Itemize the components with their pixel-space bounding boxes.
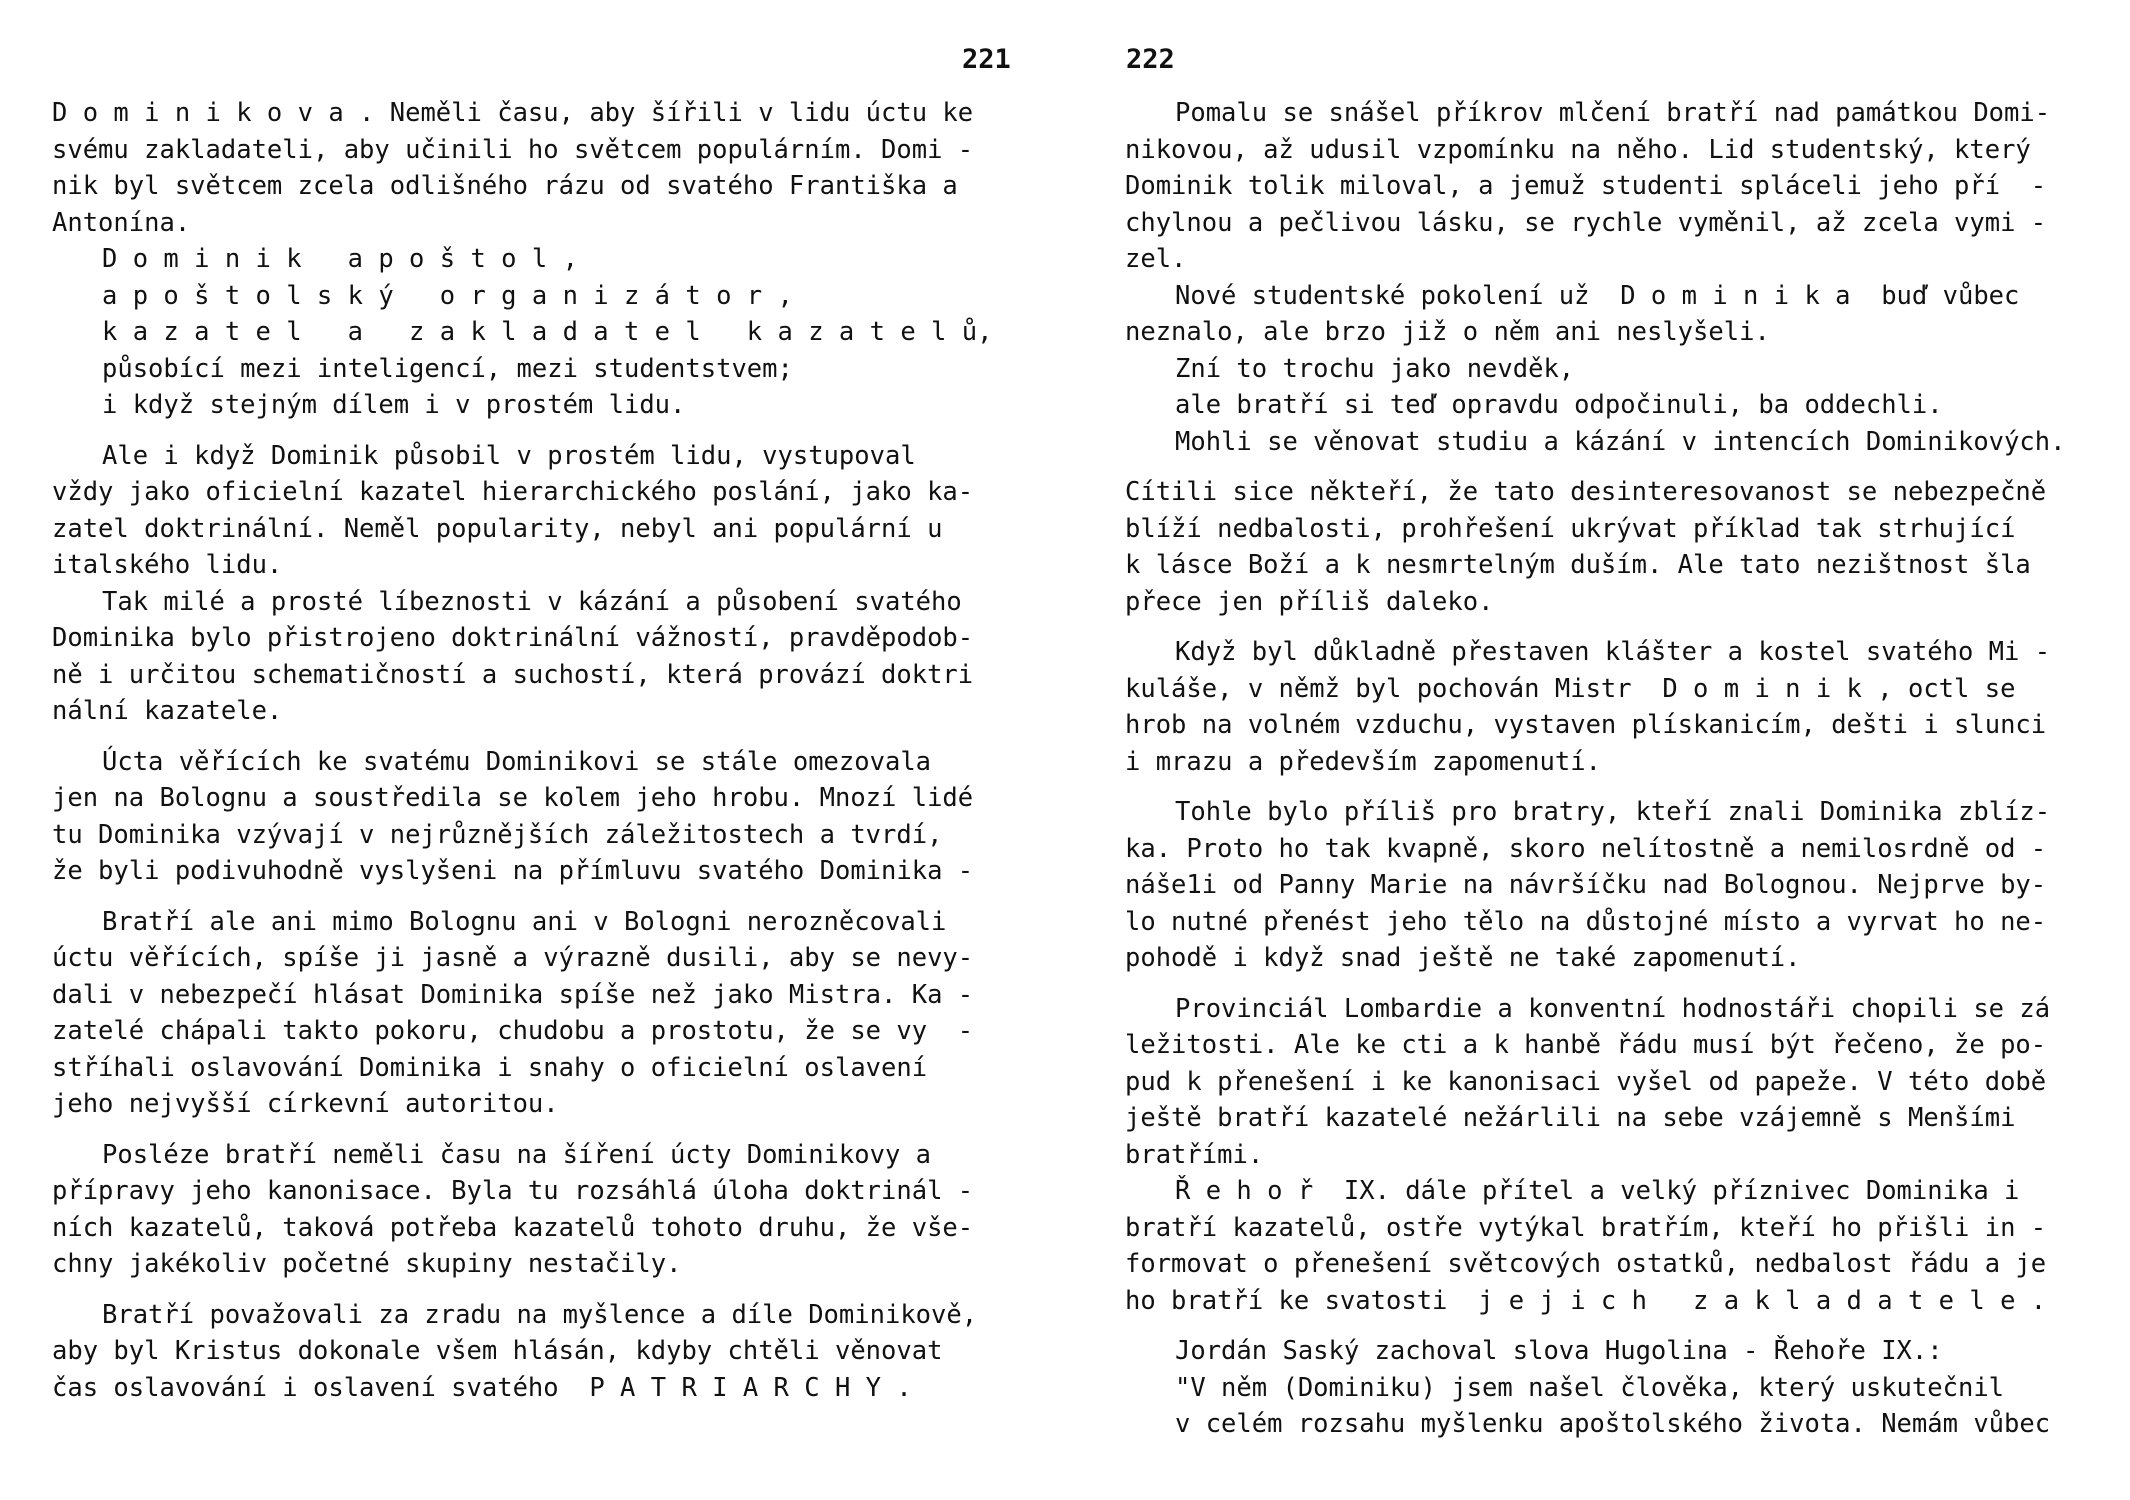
text-line: kuláše, v němž byl pochován Mistr D o m i n i k , octl se	[1125, 673, 2016, 704]
text-line: D o m i n i k o v a . Neměli času, aby šířili v lidu úctu ke	[52, 98, 974, 128]
text-line: hrob na volném vzduchu, vystaven plískanicím, dešti i slunci	[1125, 710, 2047, 740]
text-line: přípravy jeho kanonisace. Byla tu rozsáhlá úloha doktrinál -	[52, 1176, 974, 1206]
text-line: Ř e h o ř IX. dále přítel a velký příznivec Dominika i	[1175, 1176, 2020, 1206]
text-line: tu Dominika vzývají v nejrůznějších záležitostech a tvrdí,	[52, 819, 943, 850]
paragraph-gap	[52, 890, 1042, 904]
text-line: Zní to trochu jako nevděk,	[1175, 353, 1575, 384]
text-line: Dominika bylo přistrojeno doktrinální vážností, pravděpodob-	[52, 623, 974, 653]
text-line: nik byl světcem zcela odlišného rázu od svatého Františka a	[52, 171, 958, 201]
text-line: ještě bratří kazatelé nežárlili na sebe vzájemně s Menšími	[1125, 1103, 2016, 1133]
text-line: Provinciál Lombardie a konventní hodnostáři chopili se zá	[1175, 993, 2051, 1024]
text-line: neznalo, ale brzo již o něm ani neslyšeli.	[1125, 317, 1770, 347]
text-line: chylnou a pečlivou lásku, se rychle vyměnil, až zcela vymi -	[1125, 207, 2047, 238]
text-line: Když byl důkladně přestaven klášter a kostel svatého Mi -	[1175, 637, 2051, 667]
text-line: nikovou, až udusil vzpomínku na něho. Lid studentský, který	[1125, 134, 2031, 165]
text-line: působící mezi inteligencí, mezi studentstvem;	[102, 353, 793, 384]
text-line: Pomalu se snášel příkrov mlčení bratří nad památkou Domi-	[1175, 98, 2051, 128]
text-line: jen na Bolognu a soustředila se kolem jeho hrobu. Mnozí lidé	[52, 783, 974, 813]
right-page	[1065, 0, 2130, 1500]
paragraph-gap	[1125, 620, 2115, 634]
text-line: blíží nedbalosti, prohřešení ukrývat příklad tak strhující	[1125, 513, 2016, 544]
text-line: bratří kazatelů, ostře vytýkal bratřím, kteří ho přišli in -	[1125, 1212, 2047, 1243]
text-line: svému zakladateli, aby učinili ho světcem populárním. Domi -	[52, 134, 974, 165]
text-line: ležitosti. Ale ke cti a k hanbě řádu musí být řečeno, že po-	[1125, 1030, 2047, 1060]
text-line: čas oslavování i oslavení svatého P A T R I A R C H Y .	[52, 1372, 912, 1403]
text-line: pud k přenešení i ke kanonisaci vyšel od papeže. V této době	[1125, 1066, 2047, 1097]
text-line: ho bratří ke svatosti j e j i c h z a k l a d a t e l e .	[1125, 1285, 2047, 1316]
text-line: vždy jako oficielní kazatel hierarchického poslání, jako ka-	[52, 477, 974, 507]
paragraph-gap	[52, 1283, 1042, 1297]
paragraph-gap	[1125, 1319, 2115, 1333]
text-line: zatelé chápali takto pokoru, chudobu a prostotu, že se vy -	[52, 1016, 974, 1046]
text-line: Tohle bylo příliš pro bratry, kteří znali Dominika zblíz-	[1175, 797, 2051, 827]
left-page-text	[52, 95, 1042, 1406]
text-line: k lásce Boží a k nesmrtelným duším. Ale tato nezištnost šla	[1125, 550, 2031, 580]
text-line: D o m i n i k a p o š t o l ,	[102, 244, 578, 274]
text-line: zatel doktrinální. Neměl popularity, nebyl ani populární u	[52, 513, 943, 544]
paragraph-gap	[1125, 460, 2115, 474]
text-line: a p o š t o l s k ý o r g a n i z á t o r ,	[102, 280, 793, 311]
text-line: náše1i od Panny Marie na návršíčku nad Bolognou. Nejprve by-	[1125, 870, 2047, 900]
text-line: k a z a t e l a z a k l a d a t e l k a z a t e l ů,	[102, 317, 993, 347]
text-line: ka. Proto ho tak kvapně, skoro nelítostně a nemilosrdně od -	[1125, 833, 2047, 864]
right-page-text	[1125, 95, 2115, 1443]
paragraph-gap	[52, 730, 1042, 744]
text-line: ale bratří si teď opravdu odpočinuli, ba oddechli.	[1175, 390, 1943, 420]
text-line: Úcta věřících ke svatému Dominikovi se stále omezovala	[102, 746, 932, 777]
text-line: "V něm (Dominiku) jsem našel člověka, který uskutečnil	[1175, 1372, 2005, 1403]
text-line: Nové studentské pokolení už D o m i n i k a buď vůbec	[1175, 280, 2020, 311]
text-line: Cítili sice někteří, že tato desinteresovanost se nebezpečně	[1125, 477, 2047, 507]
text-line: chny jakékoliv početné skupiny nestačily.	[52, 1249, 682, 1279]
text-line: bratřími.	[1125, 1139, 1264, 1170]
text-line: Mohli se věnovat studiu a kázání v intencích Dominikových.	[1175, 426, 2066, 457]
text-line: Tak milé a prosté líbeznosti v kázání a působení svatého	[102, 586, 962, 617]
text-line: ních kazatelů, taková potřeba kazatelů tohoto druhu, že vše-	[52, 1212, 974, 1243]
paragraph-gap	[52, 424, 1042, 438]
text-line: i mrazu a především zapomenutí.	[1125, 746, 1601, 777]
text-line: Ale i když Dominik působil v prostém lidu, vystupoval	[102, 440, 916, 471]
text-line: Jordán Saský zachoval slova Hugolina - Řehoře IX.:	[1175, 1336, 1943, 1366]
text-line: italského lidu.	[52, 550, 283, 580]
page-number-left: 221	[962, 44, 1011, 75]
text-line: formovat o přenešení světcových ostatků, nedbalost řádu a je	[1125, 1249, 2047, 1279]
text-line: přece jen příliš daleko.	[1125, 586, 1494, 617]
text-line: v celém rozsahu myšlenku apoštolského života. Nemám vůbec	[1175, 1409, 2051, 1439]
text-line: i když stejným dílem i v prostém lidu.	[102, 390, 686, 420]
text-line: aby byl Kristus dokonale všem hlásán, kdyby chtěli věnovat	[52, 1336, 943, 1366]
text-line: Dominik tolik miloval, a jemuž studenti spláceli jeho pří -	[1125, 171, 2047, 201]
text-line: lo nutné přenést jeho tělo na důstojné místo a vyrvat ho ne-	[1125, 906, 2047, 937]
text-line: Bratří považovali za zradu na myšlence a díle Dominikově,	[102, 1299, 978, 1330]
text-line: dali v nebezpečí hlásat Dominika spíše než jako Mistra. Ka -	[52, 979, 974, 1010]
text-line: ně i určitou schematičností a suchostí, která provází doktri	[52, 659, 974, 690]
text-line: stříhali oslavování Dominika i snahy o oficielní oslavení	[52, 1052, 928, 1083]
page-number-right: 222	[1126, 44, 1175, 75]
text-line: nální kazatele.	[52, 696, 283, 726]
text-line: jeho nejvyšší církevní autoritou.	[52, 1089, 559, 1119]
paragraph-gap	[1125, 780, 2115, 794]
text-line: že byli podivuhodně vyslyšeni na přímluvu svatého Dominika -	[52, 856, 974, 886]
text-line: úctu věřících, spíše ji jasně a výrazně dusili, aby se nevy-	[52, 943, 974, 973]
text-line: Posléze bratří neměli času na šíření úcty Dominikovy a	[102, 1139, 932, 1170]
paragraph-gap	[1125, 977, 2115, 991]
paragraph-gap	[52, 1123, 1042, 1137]
text-line: zel.	[1125, 244, 1187, 274]
text-line: Bratří ale ani mimo Bolognu ani v Bologni nerozněcovali	[102, 906, 947, 937]
text-line: Antonína.	[52, 207, 191, 238]
text-line: pohodě i když snad ještě ne také zapomenutí.	[1125, 943, 1801, 973]
